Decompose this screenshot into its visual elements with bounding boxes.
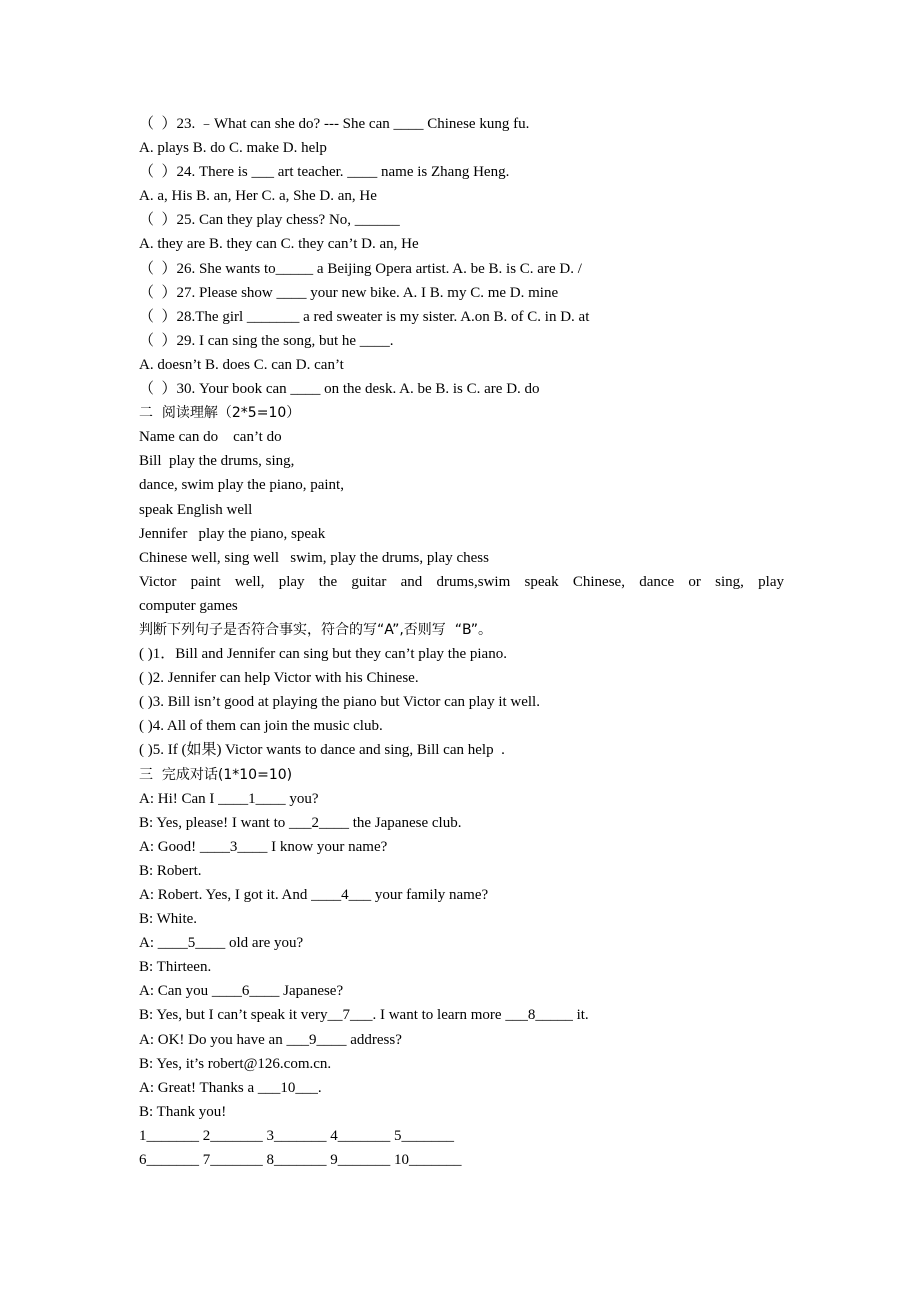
dialogue-line-9: A: Can you ____6____ Japanese? bbox=[139, 983, 344, 1000]
reading-bill-2: dance, swim play the piano, paint, bbox=[139, 477, 344, 494]
dialogue-line-6: B: White. bbox=[139, 911, 198, 928]
dialogue-line-7: A: ____5____ old are you? bbox=[139, 935, 304, 952]
judge-instruction: 判断下列句子是否符合事实，符合的写“A”,否则写 “B”。 bbox=[139, 621, 493, 638]
question-24: （ ）24. There is ___ art teacher. ____ name is Zhang Heng. bbox=[139, 164, 510, 181]
dialogue-line-11: A: OK! Do you have an ___9____ address? bbox=[139, 1031, 402, 1048]
judge-item-5: ( )5. If (如果) Victor wants to dance and sing, Bill can help . bbox=[139, 742, 505, 759]
dialogue-line-4: B: Robert. bbox=[139, 862, 202, 879]
answer-blanks-6-10: 6_______ 7_______ 8_______ 9_______ 10_______ bbox=[139, 1152, 462, 1169]
dialogue-line-5: A: Robert. Yes, I got it. And ____4___ your family name? bbox=[139, 887, 489, 903]
question-30: （ ）30. Your book can ____ on the desk. A. be B. is C. are D. do bbox=[139, 381, 540, 398]
question-24-options: A. a, His B. an, Her C. a, She D. an, He bbox=[139, 188, 377, 205]
dialogue-line-14: B: Thank you! bbox=[139, 1103, 227, 1120]
dialogue-line-13: A: Great! Thanks a ___10___. bbox=[139, 1079, 322, 1096]
question-27: （ ）27. Please show ____ your new bike. A. I B. my C. me D. mine bbox=[139, 284, 559, 301]
judge-item-1: ( )1．Bill and Jennifer can sing but they can’t play the piano. bbox=[139, 646, 507, 663]
judge-item-4: ( )4. All of them can join the music club. bbox=[139, 718, 383, 735]
worksheet-page bbox=[139, 112, 784, 1172]
question-26: （ ）26. She wants to_____ a Beijing Opera artist. A. be B. is C. are D. / bbox=[139, 260, 582, 277]
dialogue-line-8: B: Thirteen. bbox=[139, 959, 212, 976]
section-2-heading: 二 阅读理解（2*5=10） bbox=[139, 405, 301, 422]
reading-victor-1: Victor paint well, play the guitar and drums,swim speak Chinese, dance or sing, play bbox=[139, 573, 784, 590]
question-29-options: A. doesn’t B. does C. can D. can’t bbox=[139, 356, 344, 373]
question-23-options: A. plays B. do C. make D. help bbox=[139, 140, 327, 157]
section-3-heading: 三 完成对话(1*10=10) bbox=[139, 766, 293, 783]
dialogue-line-3: A: Good! ____3____ I know your name? bbox=[139, 838, 388, 855]
judge-item-2: ( )2. Jennifer can help Victor with his Chinese. bbox=[139, 670, 419, 687]
question-25: （ ）25. Can they play chess? No, ______ bbox=[139, 212, 400, 229]
dialogue-line-10: B: Yes, but I can’t speak it very__7___. I want to learn more ___8_____ it. bbox=[139, 1007, 589, 1024]
question-29: （ ）29. I can sing the song, but he ____. bbox=[139, 332, 394, 349]
dialogue-line-12: B: Yes, it’s robert@126.com.cn. bbox=[139, 1055, 332, 1072]
dialogue-line-1: A: Hi! Can I ____1____ you? bbox=[139, 790, 319, 807]
dialogue-line-2: B: Yes, please! I want to ___2____ the Japanese club. bbox=[139, 814, 462, 831]
reading-bill-1: Bill play the drums, sing, bbox=[139, 453, 295, 470]
judge-item-3: ( )3. Bill isn’t good at playing the piano but Victor can play it well. bbox=[139, 694, 540, 711]
question-28: （ ）28.The girl _______ a red sweater is my sister. A.on B. of C. in D. at bbox=[139, 308, 590, 325]
question-23: （ ）23. ﹣What can she do? --- She can ____ Chinese kung fu. bbox=[139, 116, 530, 132]
reading-bill-3: speak English well bbox=[139, 501, 253, 518]
reading-jennifer-1: Jennifer play the piano, speak bbox=[139, 525, 326, 542]
question-25-options: A. they are B. they can C. they can’t D. an, He bbox=[139, 236, 419, 253]
reading-victor-2: computer games bbox=[139, 597, 238, 614]
reading-table-header: Name can do can’t do bbox=[139, 429, 282, 446]
answer-blanks-1-5: 1_______ 2_______ 3_______ 4_______ 5_______ bbox=[139, 1127, 454, 1144]
reading-jennifer-2: Chinese well, sing well swim, play the drums, play chess bbox=[139, 549, 489, 566]
